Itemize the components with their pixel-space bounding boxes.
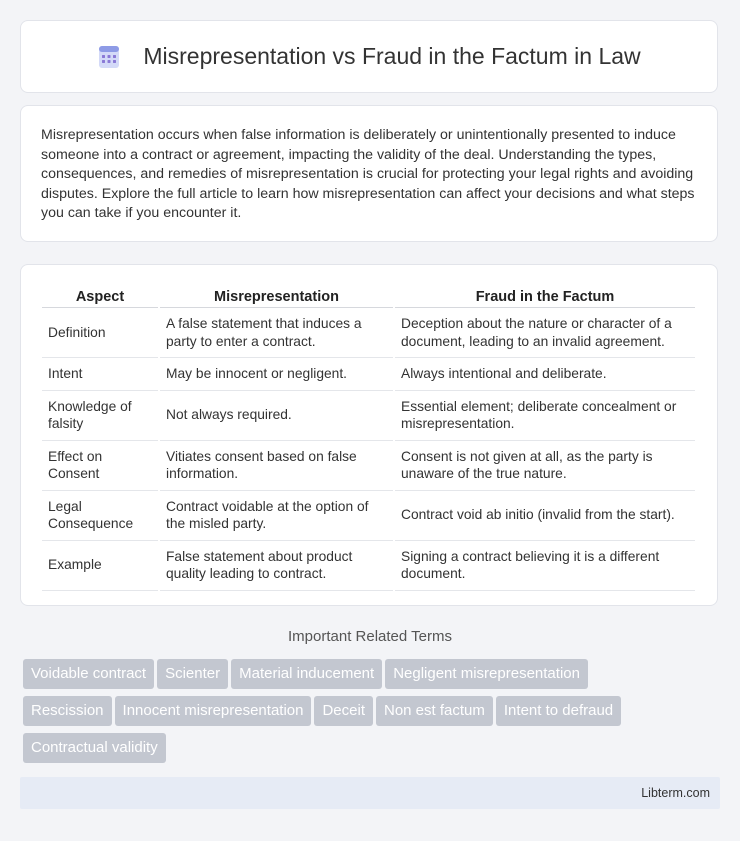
related-terms-list — [23, 659, 723, 770]
header-fraud-in-the-factum: Fraud in the Factum — [395, 285, 695, 308]
table-row — [42, 491, 695, 541]
header-misrepresentation: Misrepresentation — [160, 285, 393, 308]
table-row — [42, 541, 695, 591]
header-card — [20, 20, 718, 93]
table-cell-fraud: Contract void ab initio (invalid from the start). — [395, 491, 695, 541]
tag-negligent-misrepresentation[interactable]: Negligent misrepresentation — [385, 659, 588, 689]
table-cell-misrepresentation: Contract voidable at the option of the misled party. — [160, 491, 393, 541]
table-cell-fraud: Signing a contract believing it is a different document. — [395, 541, 695, 591]
table-header-row — [42, 285, 695, 308]
tag-scienter[interactable]: Scienter — [157, 659, 228, 689]
table-cell-fraud: Deception about the nature or character of a document, leading to an invalid agreement. — [395, 308, 695, 358]
footer — [20, 777, 720, 809]
table-cell-misrepresentation: A false statement that induces a party to enter a contract. — [160, 308, 393, 358]
table-cell-aspect: Legal Consequence — [42, 491, 158, 541]
tag-innocent-misrepresentation[interactable]: Innocent misrepresentation — [115, 696, 312, 726]
table-cell-aspect: Effect on Consent — [42, 441, 158, 491]
table-cell-fraud: Always intentional and deliberate. — [395, 358, 695, 391]
tag-contractual-validity[interactable]: Contractual validity — [23, 733, 166, 763]
table-cell-fraud: Essential element; deliberate concealment or misrepresentation. — [395, 391, 695, 441]
table-cell-aspect: Knowledge of falsity — [42, 391, 158, 441]
related-terms-title: Important Related Terms — [288, 628, 452, 645]
table-cell-misrepresentation: False statement about product quality leading to contract. — [160, 541, 393, 591]
intro-text: Misrepresentation occurs when false information is deliberately or unintentionally presented to induce someone into a contract or agreement, impacting the validity of the deal. Understanding the types, consequences, and remedies of misrepresentation is crucial for protecting your legal rights and avoiding disputes. Explore the full article to learn how misrepresentation can affect your decisions and what steps you can take if you encounter it. — [41, 127, 695, 221]
comparison-table — [40, 285, 697, 591]
header-aspect: Aspect — [42, 285, 158, 308]
calculator-icon — [97, 45, 121, 69]
tag-non-est-factum[interactable]: Non est factum — [376, 696, 493, 726]
table-row — [42, 441, 695, 491]
footer-brand-link[interactable]: Libterm.com — [641, 786, 710, 800]
table-row — [42, 391, 695, 441]
table-cell-aspect: Intent — [42, 358, 158, 391]
table-cell-aspect: Definition — [42, 308, 158, 358]
table-cell-aspect: Example — [42, 541, 158, 591]
intro-card — [20, 105, 718, 242]
table-cell-misrepresentation: May be innocent or negligent. — [160, 358, 393, 391]
table-cell-misrepresentation: Vitiates consent based on false information. — [160, 441, 393, 491]
table-cell-fraud: Consent is not given at all, as the party is unaware of the true nature. — [395, 441, 695, 491]
tag-material-inducement[interactable]: Material inducement — [231, 659, 382, 689]
table-row — [42, 358, 695, 391]
tag-deceit[interactable]: Deceit — [314, 696, 373, 726]
table-cell-misrepresentation: Not always required. — [160, 391, 393, 441]
tag-voidable-contract[interactable]: Voidable contract — [23, 659, 154, 689]
tag-intent-to-defraud[interactable]: Intent to defraud — [496, 696, 621, 726]
tag-rescission[interactable]: Rescission — [23, 696, 112, 726]
page-title: Misrepresentation vs Fraud in the Factum in Law — [143, 43, 641, 69]
table-row — [42, 308, 695, 358]
comparison-table-card — [20, 264, 718, 606]
